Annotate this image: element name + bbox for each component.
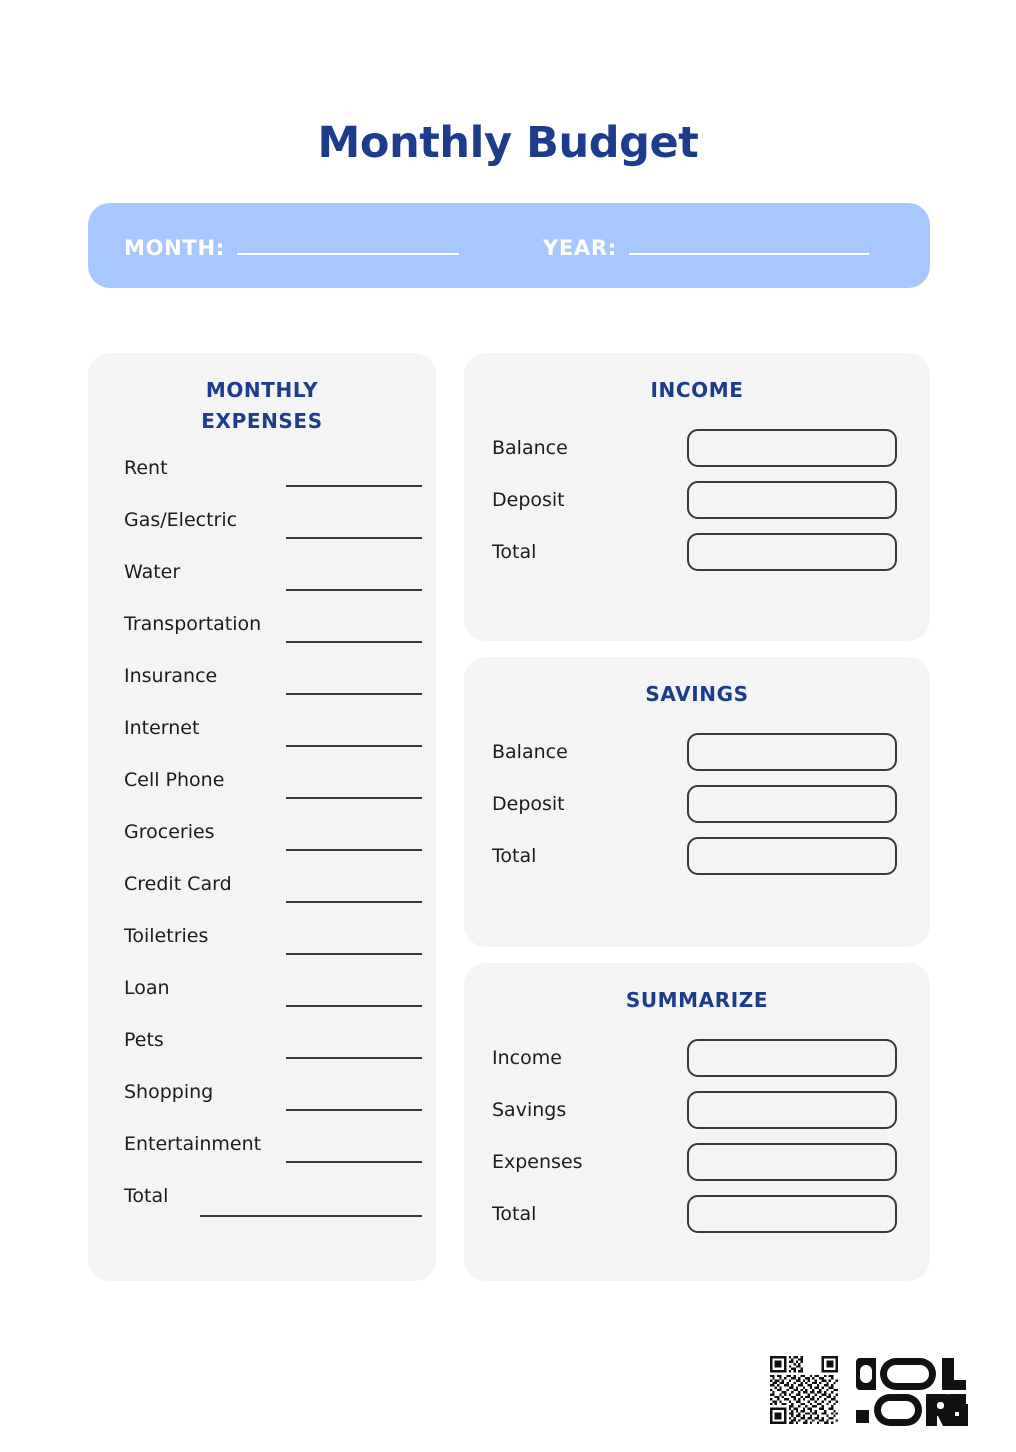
expense-row [124, 1025, 422, 1077]
month-input[interactable] [237, 233, 459, 255]
expense-row [124, 1077, 422, 1129]
expense-row [124, 973, 422, 1025]
savings-row [492, 726, 897, 778]
summarize-row [492, 1032, 897, 1084]
savings-label: Balance [492, 741, 568, 763]
income-field-list [464, 406, 930, 578]
expense-value-input[interactable] [286, 485, 422, 487]
savings-title: SAVINGS [645, 682, 749, 706]
expense-label: Rent [124, 457, 168, 479]
year-label: YEAR: [543, 236, 617, 260]
income-label: Total [492, 541, 537, 563]
income-title: INCOME [650, 378, 744, 402]
expense-value-input[interactable] [286, 745, 422, 747]
expense-label: Toiletries [124, 925, 209, 947]
savings-row [492, 778, 897, 830]
expense-total-label: Total [124, 1185, 169, 1207]
expense-value-input[interactable] [286, 849, 422, 851]
expense-label: Transportation [124, 613, 262, 635]
summarize-row [492, 1084, 897, 1136]
expense-label: Insurance [124, 665, 218, 687]
summarize-row [492, 1188, 897, 1240]
expense-list [88, 453, 436, 1233]
savings-field-list [464, 710, 930, 882]
expense-row [124, 921, 422, 973]
summarize-input[interactable] [687, 1091, 897, 1129]
monthly-expenses-title-line1: MONTHLY [205, 378, 319, 402]
expense-row [124, 713, 422, 765]
income-card [464, 353, 930, 641]
income-label: Deposit [492, 489, 565, 511]
expense-label: Cell Phone [124, 769, 225, 791]
savings-card [464, 657, 930, 947]
expense-value-input[interactable] [286, 901, 422, 903]
expense-row [124, 505, 422, 557]
expense-row [124, 1129, 422, 1181]
monthly-expenses-card [88, 353, 436, 1281]
expense-value-input[interactable] [286, 1005, 422, 1007]
savings-label: Deposit [492, 793, 565, 815]
summarize-card [464, 963, 930, 1281]
year-field [543, 233, 869, 260]
expense-value-input[interactable] [286, 797, 422, 799]
expense-row [124, 453, 422, 505]
summarize-label: Expenses [492, 1151, 583, 1173]
expense-total-row [124, 1181, 422, 1233]
income-input[interactable] [687, 429, 897, 467]
summarize-title: SUMMARIZE [625, 988, 769, 1012]
summarize-field-list [464, 1016, 930, 1240]
savings-input[interactable] [687, 733, 897, 771]
income-row [492, 422, 897, 474]
cool-org-logo [856, 1348, 968, 1434]
expense-row [124, 817, 422, 869]
expense-row [124, 765, 422, 817]
income-row [492, 526, 897, 578]
expense-label: Internet [124, 717, 200, 739]
income-input[interactable] [687, 533, 897, 571]
month-label: MONTH: [124, 236, 225, 260]
income-label: Balance [492, 437, 568, 459]
expense-label: Shopping [124, 1081, 214, 1103]
expense-value-input[interactable] [286, 641, 422, 643]
summarize-label: Total [492, 1203, 537, 1225]
expense-label: Groceries [124, 821, 215, 843]
expense-value-input[interactable] [286, 589, 422, 591]
summarize-input[interactable] [687, 1143, 897, 1181]
expense-row [124, 609, 422, 661]
expense-value-input[interactable] [286, 1109, 422, 1111]
expense-value-input[interactable] [286, 1161, 422, 1163]
savings-input[interactable] [687, 837, 897, 875]
summarize-row [492, 1136, 897, 1188]
savings-input[interactable] [687, 785, 897, 823]
month-year-bar [88, 203, 930, 288]
month-field [124, 233, 459, 260]
expense-row [124, 869, 422, 921]
savings-label: Total [492, 845, 537, 867]
expense-label: Pets [124, 1029, 164, 1051]
year-input[interactable] [629, 233, 869, 255]
expense-row [124, 557, 422, 609]
expense-label: Gas/Electric [124, 509, 238, 531]
expense-label: Loan [124, 977, 170, 999]
expense-value-input[interactable] [286, 537, 422, 539]
summarize-label: Savings [492, 1099, 567, 1121]
savings-row [492, 830, 897, 882]
expense-total-input[interactable] [200, 1215, 422, 1217]
monthly-expenses-title [88, 375, 436, 437]
expense-value-input[interactable] [286, 693, 422, 695]
expense-value-input[interactable] [286, 953, 422, 955]
expense-label: Credit Card [124, 873, 232, 895]
page-title: Monthly Budget [317, 118, 699, 168]
summarize-input[interactable] [687, 1039, 897, 1077]
income-row [492, 474, 897, 526]
summarize-label: Income [492, 1047, 562, 1069]
income-input[interactable] [687, 481, 897, 519]
qr-code-icon [770, 1356, 838, 1424]
expense-label: Entertainment [124, 1133, 262, 1155]
expense-label: Water [124, 561, 181, 583]
summarize-input[interactable] [687, 1195, 897, 1233]
monthly-expenses-title-line2: EXPENSES [201, 409, 323, 433]
expense-value-input[interactable] [286, 1057, 422, 1059]
expense-row [124, 661, 422, 713]
